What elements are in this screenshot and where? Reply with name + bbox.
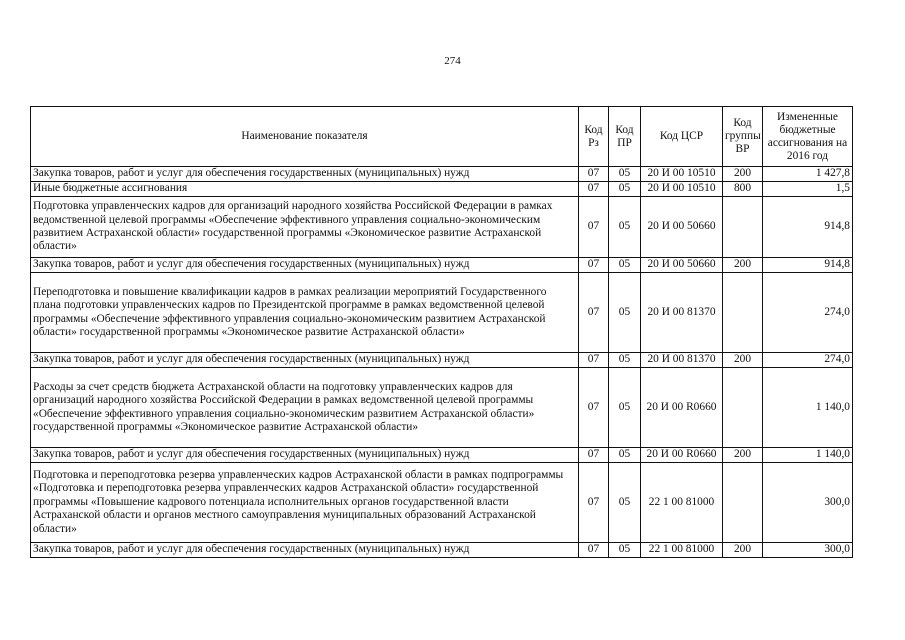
- table-row: [31, 543, 853, 558]
- row-rz: 07: [579, 463, 609, 543]
- row-amount: 300,0: [763, 543, 853, 558]
- row-csr: 20 И 00 81370: [641, 353, 723, 368]
- row-pr: 05: [609, 197, 641, 258]
- table-header-row: [31, 107, 853, 167]
- row-vr: 200: [723, 167, 763, 182]
- row-name: Расходы за счет средств бюджета Астраханской области на подготовку управленческих кадров для организаций народного хозяйства Российской Федерации в рамках ведомственной целевой программы «Обеспечение эффективного управления социально-экономическим развитием Астраханской области» государственной программы «Экономическое развитие Астраханской области»: [31, 368, 579, 448]
- row-pr: 05: [609, 182, 641, 197]
- row-pr: 05: [609, 353, 641, 368]
- page-number: 274: [444, 55, 461, 67]
- row-amount: 300,0: [763, 463, 853, 543]
- row-rz: 07: [579, 543, 609, 558]
- header-amount: Измененные бюджетные ассигнования на 2016 год: [763, 107, 853, 167]
- row-vr: 200: [723, 258, 763, 273]
- row-pr: 05: [609, 448, 641, 463]
- row-csr: 20 И 00 50660: [641, 197, 723, 258]
- row-rz: 07: [579, 273, 609, 353]
- row-amount: 1,5: [763, 182, 853, 197]
- table-row: [31, 182, 853, 197]
- row-amount: 1 140,0: [763, 368, 853, 448]
- row-csr: 20 И 00 81370: [641, 273, 723, 353]
- row-name: Подготовка управленческих кадров для организаций народного хозяйства Российской Федерации в рамках ведомственной целевой программы «Обеспечение эффективного управления социально-экономическим развитием Астраханской области» государственной программы «Экономическое развитие Астраханской области»: [31, 197, 579, 258]
- row-amount: 914,8: [763, 258, 853, 273]
- budget-table: [30, 106, 853, 558]
- table-row: [31, 448, 853, 463]
- row-vr: [723, 368, 763, 448]
- row-amount: 274,0: [763, 273, 853, 353]
- header-name: Наименование показателя: [31, 107, 579, 167]
- row-csr: 20 И 00 10510: [641, 182, 723, 197]
- table-row: [31, 273, 853, 353]
- header-rz: Код Рз: [579, 107, 609, 167]
- row-pr: 05: [609, 167, 641, 182]
- row-name: Закупка товаров, работ и услуг для обеспечения государственных (муниципальных) нужд: [31, 258, 579, 273]
- header-vr: Код группы ВР: [723, 107, 763, 167]
- table-row: [31, 353, 853, 368]
- row-name: Иные бюджетные ассигнования: [31, 182, 579, 197]
- table-row: [31, 197, 853, 258]
- row-rz: 07: [579, 197, 609, 258]
- header-pr: Код ПР: [609, 107, 641, 167]
- row-pr: 05: [609, 543, 641, 558]
- row-name: Закупка товаров, работ и услуг для обеспечения государственных (муниципальных) нужд: [31, 448, 579, 463]
- row-vr: 200: [723, 448, 763, 463]
- row-name: Закупка товаров, работ и услуг для обеспечения государственных (муниципальных) нужд: [31, 353, 579, 368]
- table-row: [31, 258, 853, 273]
- row-vr: 200: [723, 353, 763, 368]
- row-name: Переподготовка и повышение квалификации кадров в рамках реализации мероприятий Государственного плана подготовки управленческих кадров по Президентской программе в рамках ведомственной целевой программы «Обеспечение эффективного управления социально-экономическим развитием Астраханской области» государственной программы «Экономическое развитие Астраханской области»: [31, 273, 579, 353]
- row-pr: 05: [609, 273, 641, 353]
- row-pr: 05: [609, 258, 641, 273]
- row-csr: 22 1 00 81000: [641, 543, 723, 558]
- row-rz: 07: [579, 353, 609, 368]
- table-row: [31, 167, 853, 182]
- row-pr: 05: [609, 463, 641, 543]
- row-csr: 20 И 00 50660: [641, 258, 723, 273]
- row-vr: [723, 463, 763, 543]
- row-rz: 07: [579, 167, 609, 182]
- table-row: [31, 368, 853, 448]
- row-amount: 1 427,8: [763, 167, 853, 182]
- row-vr: 200: [723, 543, 763, 558]
- row-rz: 07: [579, 182, 609, 197]
- row-csr: 20 И 00 10510: [641, 167, 723, 182]
- row-vr: [723, 197, 763, 258]
- row-rz: 07: [579, 448, 609, 463]
- row-amount: 274,0: [763, 353, 853, 368]
- row-amount: 1 140,0: [763, 448, 853, 463]
- header-csr: Код ЦСР: [641, 107, 723, 167]
- row-pr: 05: [609, 368, 641, 448]
- table-row: [31, 463, 853, 543]
- row-rz: 07: [579, 258, 609, 273]
- row-name: Закупка товаров, работ и услуг для обеспечения государственных (муниципальных) нужд: [31, 543, 579, 558]
- row-amount: 914,8: [763, 197, 853, 258]
- row-csr: 20 И 00 R0660: [641, 448, 723, 463]
- row-csr: 22 1 00 81000: [641, 463, 723, 543]
- row-name: Закупка товаров, работ и услуг для обеспечения государственных (муниципальных) нужд: [31, 167, 579, 182]
- row-rz: 07: [579, 368, 609, 448]
- row-name: Подготовка и переподготовка резерва управленческих кадров Астраханской области в рамках подпрограммы «Подготовка и переподготовка резерва управленческих кадров Астраханской области» государственной программы «Повышение кадрового потенциала исполнительных органов государственной власти Астраханской области и органов местного самоуправления муниципальных образований Астраханской области»: [31, 463, 579, 543]
- row-vr: [723, 273, 763, 353]
- row-csr: 20 И 00 R0660: [641, 368, 723, 448]
- row-vr: 800: [723, 182, 763, 197]
